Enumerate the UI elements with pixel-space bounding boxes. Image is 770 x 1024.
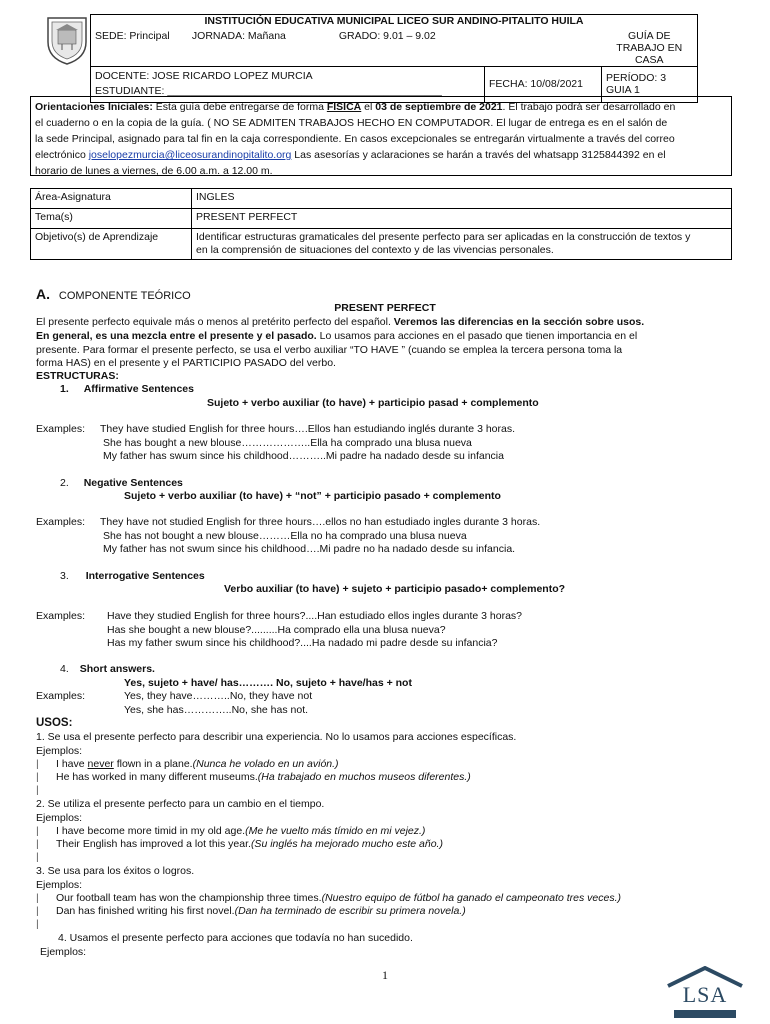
tema-value: PRESENT PERFECT	[192, 209, 732, 229]
example-translation: (Ha trabajado en muchos museos diferentes.)	[257, 771, 471, 783]
tema-label: Tema(s)	[31, 209, 192, 229]
example-text: He has worked in many different museums.	[56, 771, 258, 783]
paragraph-text: Lo usamos para acciones en el pasado que tienen importancia en el	[316, 330, 638, 342]
example-translation: (Su inglés ha mejorado mucho este año.)	[250, 838, 443, 850]
ejemplos-label: Ejemplos:	[36, 812, 83, 824]
present-perfect-heading: PRESENT PERFECT	[334, 302, 436, 314]
example-sentence: Yes, she has…………..No, she has not.	[124, 704, 309, 716]
example-translation: (Dan ha terminado de escribir su primera novela.)	[234, 905, 466, 917]
deadline: 03 de septiembre de 2021	[375, 101, 503, 113]
uso-3: 3. Se usa para los éxitos o logros.	[36, 865, 195, 877]
affirmative-formula: Sujeto + verbo auxiliar (to have) + participio pasad + complemento	[207, 397, 539, 409]
periodo: PERÍODO: 3	[606, 72, 667, 84]
email-link[interactable]: joselopezmurcia@liceosurandinopitalito.org	[88, 149, 292, 161]
section-a-title	[36, 286, 191, 302]
example-sentence: My father has not swum since his childhood….Mi padre no ha nadado desde su infancia.	[103, 543, 516, 555]
sede: SEDE: Principal	[95, 29, 170, 42]
interrogative-title: Interrogative Sentences	[85, 570, 205, 582]
fisica: FISICA	[326, 101, 362, 113]
example-text: Dan has finished writing his first novel.	[56, 905, 235, 917]
obj-value: en la comprensión de situaciones del contexto y de las vivencias personales.	[196, 244, 554, 256]
school-title: INSTITUCIÓN EDUCATIVA MUNICIPAL LICEO SUR ANDINO-PITALITO HUILA	[204, 15, 584, 27]
bullet: |	[36, 905, 39, 917]
example-sentence: They have not studied English for three hours….ellos no han estudiado ingles durante 3 horas.	[100, 516, 541, 528]
obj-label: Objetivo(s) de Aprendizaje	[31, 229, 192, 260]
bullet: |	[36, 918, 39, 930]
negative-title: Negative Sentences	[83, 477, 183, 489]
example-sentence: She has bought a new blouse………………..Ella ha comprado una blusa nueva	[103, 437, 472, 449]
ejemplos-label: Ejemplos:	[40, 946, 87, 958]
example-sentence: Have they studied English for three hours?....Han estudiado ellos ingles durante 3 horas?	[107, 610, 523, 622]
examples-label: Examples:	[36, 423, 86, 435]
orientaciones-line: el cuaderno o en la copia de la guía. ( NO SE ADMITEN TRABAJOS HECHO EN COMPUTADOR. El lugar de entrega es en el salón de	[35, 117, 668, 129]
jornada: JORNADA: Mañana	[191, 29, 286, 42]
examples-label: Examples:	[36, 690, 86, 702]
interrogative-formula: Verbo auxiliar (to have) + sujeto + participio pasado+ complemento?	[224, 583, 566, 595]
example-text: Their English has improved a lot this year.	[56, 838, 251, 850]
estudiante: ESTUDIANTE: _______________________________________________	[95, 84, 442, 97]
estructuras-label: ESTRUCTURAS:	[36, 370, 119, 382]
examples-label: Examples:	[36, 610, 86, 622]
example-translation: (Nuestro equipo de fútbol ha ganado el campeonato tres veces.)	[321, 892, 622, 904]
short-answers-title: Short answers.	[79, 663, 155, 675]
paragraph-text: presente. Para formar el presente perfecto, se usa el verbo auxiliar “TO HAVE ” (cuando se emplea la tercera persona toma la	[36, 344, 623, 356]
uso-2: 2. Se utiliza el presente perfecto para un cambio en el tiempo.	[36, 798, 325, 810]
bullet: |	[36, 825, 39, 837]
example-sentence: Has she bought a new blouse?.........Ha comprado ella una blusa nueva?	[107, 624, 446, 636]
area-label: Área-Asignatura	[31, 189, 192, 209]
guia-casa: GUÍA DE TRABAJO EN CASA	[616, 29, 683, 66]
section-letter: A.	[36, 286, 50, 302]
bullet: |	[36, 851, 39, 863]
area-value: INGLES	[192, 189, 732, 209]
info-table	[30, 188, 732, 260]
uso-1: 1. Se usa el presente perfecto para describir una experiencia. No lo usamos para acciones específicas.	[36, 731, 517, 743]
examples-label: Examples:	[36, 516, 86, 528]
paragraph-text: forma HAS) en el presente y el PARTICIPIO PASADO del verbo.	[36, 357, 336, 369]
orientaciones-label: Orientaciones Iniciales:	[35, 101, 153, 113]
paragraph-bold: Veremos las diferencias en la sección sobre usos.	[393, 316, 645, 328]
orientaciones-text: Esta guía debe entregarse de forma	[152, 101, 327, 113]
section-title: COMPONENTE TEÓRICO	[58, 290, 191, 302]
example-sentence: They have studied English for three hours….Ellos han estudiando inglés durante 3 horas.	[100, 423, 516, 435]
list-number: 3.	[60, 570, 69, 582]
orientaciones-text: electrónico	[35, 149, 89, 161]
orientaciones-text: el	[361, 101, 376, 113]
list-number: 1.	[60, 383, 69, 395]
orientaciones-text: Las asesorías y aclaraciones se harán a través del whatsapp 3125844392 en el	[291, 149, 666, 161]
example-translation: (Nunca he volado en un avión.)	[192, 758, 339, 770]
example-text: never	[87, 758, 114, 770]
paragraph-text: El presente perfecto equivale más o menos al pretérito perfecto del español.	[36, 316, 394, 328]
example-sentence: My father has swum since his childhood………..Mi padre ha nadado desde su infancia	[103, 450, 504, 462]
guia: GUIA 1	[606, 84, 640, 96]
bullet: |	[36, 771, 39, 783]
lsa-logo	[664, 966, 746, 1020]
orientaciones-line: horario de lunes a viernes, de 6.00 a.m. a 12.00 m.	[35, 165, 273, 177]
example-translation: (Me he vuelto más tímido en mi vejez.)	[245, 825, 426, 837]
bullet: |	[36, 892, 39, 904]
list-number: 2.	[60, 477, 69, 489]
bullet: |	[36, 838, 39, 850]
example-text: flown in a plane.	[113, 758, 193, 770]
orientaciones-text: . El trabajo podrá ser desarrollado en	[502, 101, 676, 113]
example-sentence: She has not bought a new blouse………Ella no ha comprado una blusa nueva	[103, 530, 467, 542]
school-crest	[44, 14, 90, 66]
ejemplos-label: Ejemplos:	[36, 745, 83, 757]
negative-formula: Sujeto + verbo auxiliar (to have) + “not” + participio pasado + complemento	[124, 490, 501, 502]
bullet: |	[36, 758, 39, 770]
usos-title: USOS:	[36, 717, 73, 729]
fecha: FECHA: 10/08/2021	[489, 78, 583, 90]
example-sentence: Has my father swum since his childhood?....Ha nadado mi padre desde su infancia?	[107, 637, 498, 649]
ejemplos-label: Ejemplos:	[36, 879, 83, 891]
affirmative-title: Affirmative Sentences	[83, 383, 194, 395]
docente: DOCENTE: JOSE RICARDO LOPEZ MURCIA	[95, 69, 313, 82]
obj-value: Identificar estructuras gramaticales del presente perfecto para ser aplicadas en la construcción de textos y	[196, 231, 691, 243]
orientaciones-line: la sede Principal, asignado para tal fin en la caja correspondiente. En casos excepcionales se entregarán virtualmente a través del correo	[35, 133, 675, 145]
example-text: Our football team has won the championship three times.	[56, 892, 322, 904]
orientaciones-box	[30, 96, 732, 176]
paragraph-bold: En general, es una mezcla entre el presente y el pasado.	[36, 330, 317, 342]
bullet: |	[36, 784, 39, 796]
lsa-logo-text: LSA	[682, 982, 728, 1007]
list-number: 4.	[60, 663, 69, 675]
short-answers-formula: Yes, sujeto + have/ has………. No, sujeto + have/has + not	[124, 677, 412, 689]
example-text: I have	[56, 758, 88, 770]
header-table	[90, 14, 698, 103]
example-text: I have become more timid in my old age.	[56, 825, 246, 837]
example-sentence: Yes, they have………..No, they have not	[124, 690, 313, 702]
grado: GRADO: 9.01 – 9.02	[338, 29, 436, 42]
uso-4: 4. Usamos el presente perfecto para acciones que todavía no han sucedido.	[58, 932, 413, 944]
page-number: 1	[382, 968, 388, 982]
